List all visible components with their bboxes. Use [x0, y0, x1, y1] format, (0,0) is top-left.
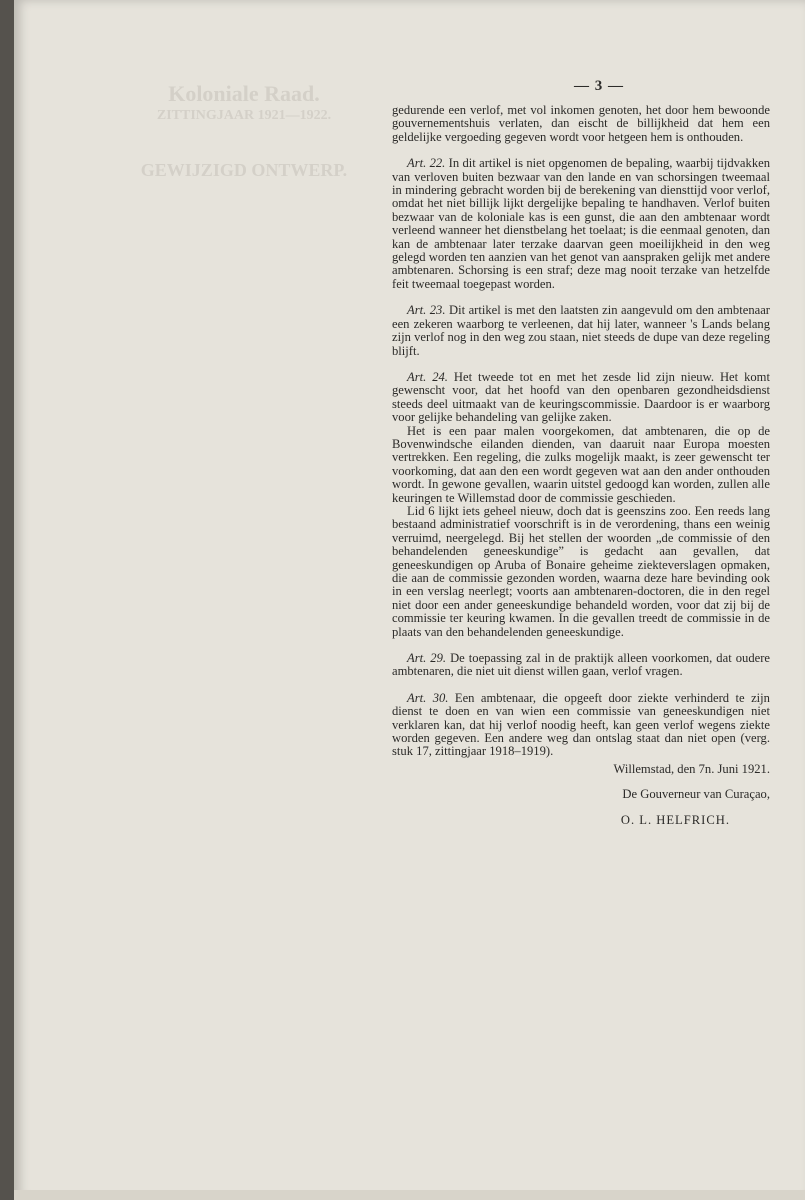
article-text: Een ambtenaar, die opgeeft door ziekte verhinderd te zijn dienst te doen en van wien een commissie van geneeskundigen niet verklaren kan, dat hij verlof noodig heeft, kan geen verlof wegens ziekte worden gegeven. Een andere weg dan ontslag staat dan niet open (verg. stuk 17, zittingjaar 1918–1919).: [392, 690, 770, 759]
place-date: Willemstad, den 7n. Juni 1921.: [613, 761, 770, 776]
article-24: [392, 371, 770, 425]
article-ref: Art. 22.: [407, 156, 446, 171]
article-22: [392, 157, 770, 291]
article-24-paragraph-3: Lid 6 lijkt iets geheel nieuw, doch dat is geenszins zoo. Een reeds lang bestaand administratief voorschrift is in de verordening, thans een weinig verruimd, neergelegd. Bij het stellen der woorden „de commissie of den behandelenden geneeskundige” is gedacht aan gevallen, dat geneeskundigen op Aruba of Bonaire geheime ziekteverslagen opmaken, die aan de commissie gezonden worden, waarna deze hare bevinding ook in een verslag neerlegt; voorts aan ambtenaren-doctoren, die in den regel niet door een ander geneeskundige behandeld worden, voor dat zij bij de commissie ter keuring kwamen. In die gevallen treedt de commissie in de plaats van den behandelenden geneeskundige.: [392, 503, 770, 639]
page-bottom-edge: [14, 1190, 805, 1200]
article-29: [392, 652, 770, 679]
article-23: [392, 304, 770, 358]
article-text: Het tweede tot en met het zesde lid zijn nieuw. Het komt gewenscht voor, dat het hoofd van den openbaren gezondheidsdienst steeds deel uitmaakt van de keuringscommissie. Daardoor is er waarborg voor gelijke behandeling van gelijke zaken.: [392, 369, 770, 425]
article-ref: Art. 24.: [407, 369, 448, 384]
closing-block: [392, 763, 770, 827]
article-ref: Art. 29.: [407, 651, 447, 666]
intro-paragraph: gedurende een verlof, met vol inkomen genoten, het door hem bewoonde gouvernementshuis verlaten, dan eischt de billijkheid dat hem een geldelijke vergoeding gegeven wordt voor hetgeen hem is onthouden.: [392, 103, 770, 144]
bleed-session: ZITTINGJAAR 1921—1922.: [156, 108, 332, 123]
bleed-title: Koloniale Raad.: [168, 81, 320, 106]
bleed-heading: GEWIJZIGD ONTWERP.: [140, 160, 348, 180]
body-text: [392, 104, 770, 827]
article-ref: Art. 23.: [407, 303, 446, 318]
document-page: [14, 0, 805, 1200]
article-ref: Art. 30.: [407, 690, 449, 705]
page-number: — 3 —: [574, 78, 624, 94]
governor-title: De Gouverneur van Curaçao,: [622, 787, 770, 802]
bleed-through-text: [129, 80, 359, 194]
article-24-paragraph-2: Het is een paar malen voorgekomen, dat ambtenaren, die op de Bovenwindsche eilanden dienden, van daaruit naar Europa moesten vertrekken. Een regeling, die zulks mogelijk maakt, is zeer gewenscht ter voorkoming, dat aan den een wordt gegeven wat aan den ander onthouden wordt. In gewone gevallen, waarin uitstel gedoogd kan worden, zullen alle keuringen te Willemstad door de commissie geschieden.: [392, 423, 770, 505]
article-text: Dit artikel is met den laatsten zin aangevuld om den ambtenaar een zekeren waarborg te verleenen, dat hij later, wanneer 's Lands belang zijn verlof nog in den weg zou staan, niet steeds de dupe van deze regeling blijft.: [392, 303, 770, 358]
article-text: In dit artikel is niet opgenomen de bepaling, waarbij tijdvakken van verloven buiten bezwaar van den lande en van schorsingen tweemaal in mindering gebracht worden bij de berekening van diensttijd voor verlof, omdat het niet billijk lijkt dergelijke bepaling te handhaven. Verlof buiten bezwaar van de koloniale kas is een gunst, die aan den ambtenaar wordt verleend wanneer het dienstbelang het toelaat; is die eenmaal genoten, dan kan de ambtenaar later terzake daarvan geen moeilijkheid in den weg gelegd worden ten aanzien van het genot van aanspraken gelijk met andere ambtenaren. Schorsing is een straf; deze mag nooit terzake van hetzelfde feit tweemaal toegepast worden.: [392, 156, 770, 291]
signature: O. L. HELFRICH.: [620, 812, 730, 827]
article-30: [392, 692, 770, 759]
article-text: De toepassing zal in de praktijk alleen voorkomen, dat oudere ambtenaren, die niet uit dienst willen gaan, verlof vragen.: [392, 651, 770, 679]
